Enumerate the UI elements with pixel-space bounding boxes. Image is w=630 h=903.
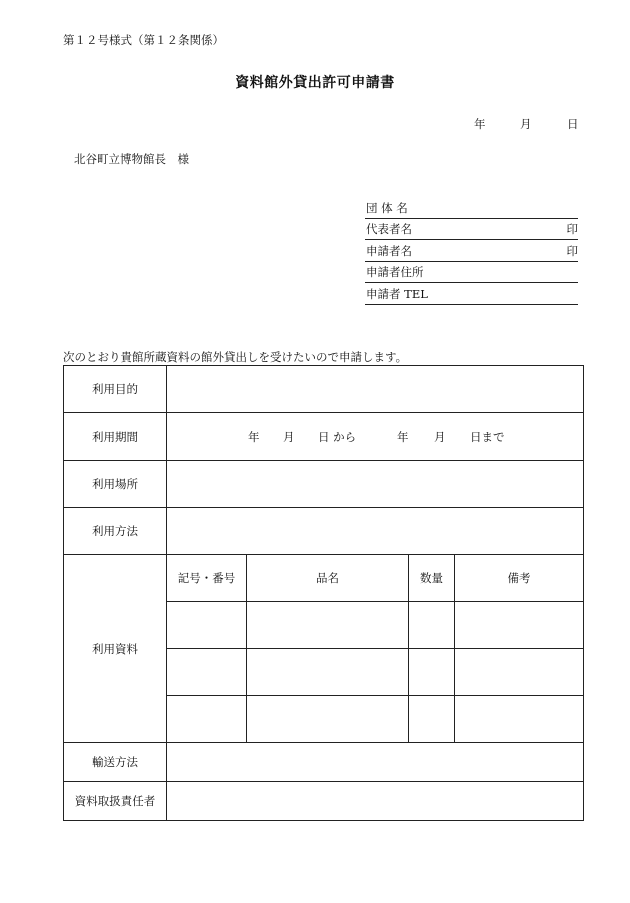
document-title: 資料館外貸出許可申請書 [235, 75, 395, 91]
method-input[interactable] [167, 508, 584, 555]
date-year-label: 年 [474, 117, 486, 131]
tel-label: 申請者 TEL [366, 286, 428, 301]
code-cell[interactable] [167, 602, 247, 649]
manager-input[interactable] [167, 782, 584, 821]
applicant-block [365, 197, 578, 305]
table-row [64, 782, 584, 821]
table-row [64, 366, 584, 413]
period-input[interactable] [167, 413, 584, 461]
manager-label: 資料取扱責任者 [64, 782, 167, 821]
date-day-label: 日 [567, 117, 579, 131]
date-month-label: 月 [520, 117, 532, 131]
code-cell[interactable] [167, 649, 247, 696]
form-number: 第１２号様式（第１２条関係） [63, 33, 224, 47]
code-column-header: 記号・番号 [167, 555, 247, 602]
period-day-to: 日まで [470, 430, 505, 444]
address-field[interactable] [365, 262, 578, 284]
table-row [64, 743, 584, 782]
intro-text: 次のとおり貴館所蔵資料の館外貸出しを受けたいので申請します。 [63, 350, 408, 364]
group-name-field[interactable] [365, 197, 578, 219]
remarks-cell[interactable] [455, 602, 584, 649]
place-label: 利用場所 [64, 461, 167, 508]
name-cell[interactable] [247, 649, 409, 696]
application-table [63, 365, 584, 821]
qty-cell[interactable] [409, 602, 455, 649]
remarks-cell[interactable] [455, 649, 584, 696]
period-month-to: 月 [434, 430, 446, 444]
purpose-input[interactable] [167, 366, 584, 413]
representative-field[interactable] [365, 219, 578, 241]
name-cell[interactable] [247, 602, 409, 649]
materials-label: 利用資料 [64, 555, 167, 743]
period-year-to: 年 [397, 430, 409, 444]
method-label: 利用方法 [64, 508, 167, 555]
tel-field[interactable] [365, 283, 578, 305]
table-row [64, 508, 584, 555]
qty-column-header: 数量 [409, 555, 455, 602]
purpose-label: 利用目的 [64, 366, 167, 413]
period-year-from: 年 [248, 430, 260, 444]
name-column-header: 品名 [247, 555, 409, 602]
qty-cell[interactable] [409, 649, 455, 696]
transport-label: 輸送方法 [64, 743, 167, 782]
address-label: 申請者住所 [366, 265, 424, 279]
remarks-column-header: 備考 [455, 555, 584, 602]
seal-mark: 印 [566, 222, 578, 236]
name-cell[interactable] [247, 696, 409, 743]
qty-cell[interactable] [409, 696, 455, 743]
applicant-name-field[interactable] [365, 240, 578, 262]
seal-mark: 印 [566, 243, 578, 258]
place-input[interactable] [167, 461, 584, 508]
addressee: 北谷町立博物館長 様 [74, 152, 189, 166]
group-name-label: 団 体 名 [366, 200, 408, 215]
transport-input[interactable] [167, 743, 584, 782]
applicant-name-label: 申請者名 [366, 243, 412, 258]
representative-label: 代表者名 [366, 222, 412, 236]
table-row [64, 555, 584, 602]
period-month-from: 月 [283, 430, 295, 444]
period-label: 利用期間 [64, 413, 167, 461]
period-day-from: 日 から [318, 430, 357, 444]
table-row [64, 461, 584, 508]
remarks-cell[interactable] [455, 696, 584, 743]
table-row [64, 413, 584, 461]
code-cell[interactable] [167, 696, 247, 743]
